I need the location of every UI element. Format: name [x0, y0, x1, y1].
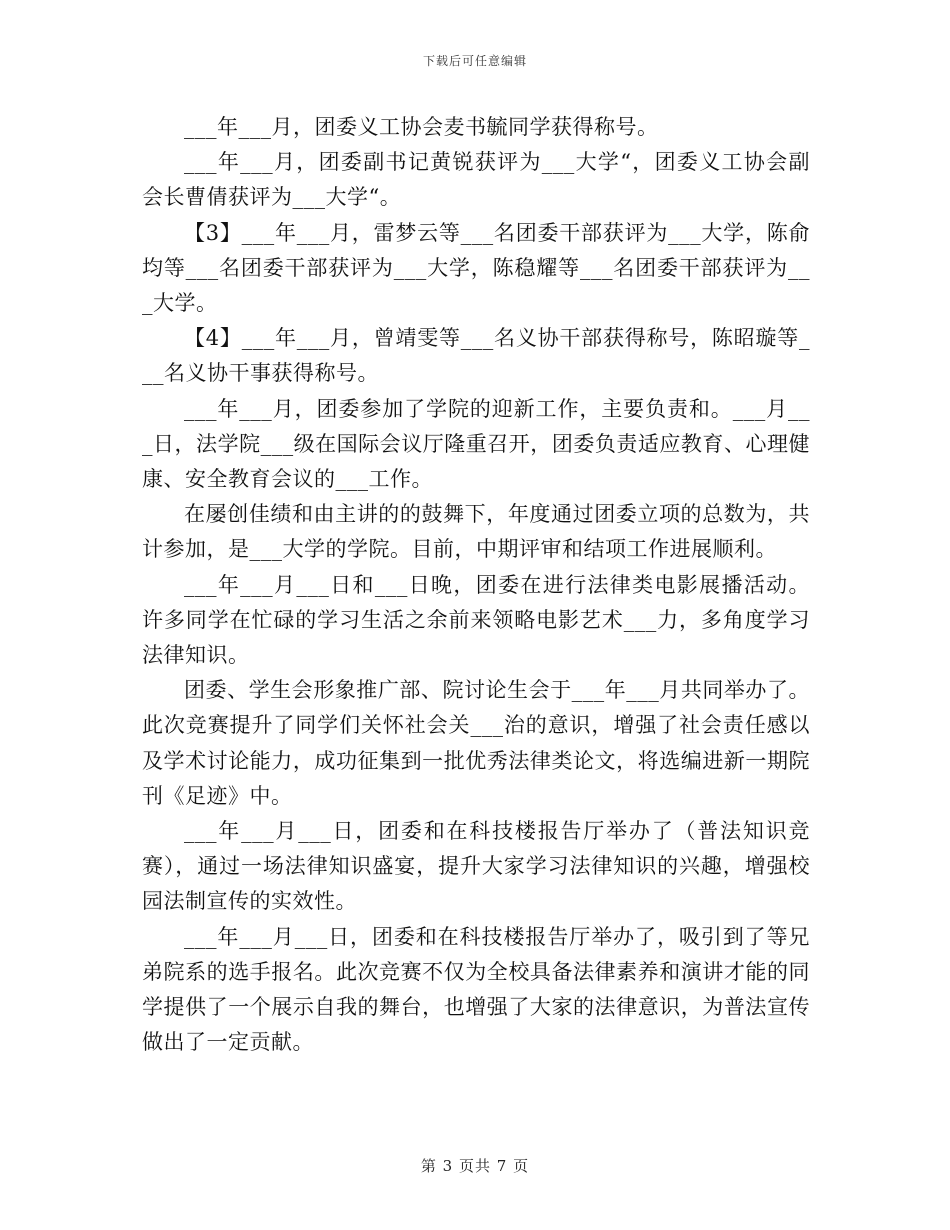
paragraph-5: ___年___月，团委参加了学院的迎新工作，主要负责和。___月___日，法学院___级在国际会议厅隆重召开，团委负责适应教育、心理健康、安全教育会议的___工作。 [142, 396, 810, 492]
paragraph-3: 【3】___年___月，雷梦云等___名团委干部获评为___大学，陈俞均等___名团委干部获评为___大学，陈稳耀等___名团委干部获评为___大学。 [142, 220, 810, 316]
page-header: 下载后可任意编辑 [422, 54, 527, 68]
paragraph-6: 在屡创佳绩和由主讲的的鼓舞下，年度通过团委立项的总数为，共计参加，是___大学的学院。目前，中期评审和结项工作进展顺利。 [142, 502, 810, 562]
paragraph-7: ___年___月___日和___日晚，团委在进行法律类电影展播活动。许多同学在忙碌的学习生活之余前来领略电影艺术___力，多角度学习法律知识。 [142, 572, 810, 668]
paragraph-10: ___年___月___日，团委和在科技楼报告厅举办了，吸引到了等兄弟院系的选手报名。此次竞赛不仅为全校具备法律素养和演讲才能的同学提供了一个展示自我的舞台，也增强了大家的法律意识，为普法宣传做出了一定贡献。 [142, 924, 810, 1055]
document-body [142, 110, 810, 1060]
paragraph-8: 团委、学生会形象推广部、院讨论生会于___年___月共同举办了。此次竞赛提升了同学们关怀社会关___治的意识，增强了社会责任感以及学术讨论能力，成功征集到一批优秀法律类论文，将选编进新一期院刊《足迹》中。 [142, 678, 810, 808]
page-number: 第 3 页共 7 页 [420, 1157, 530, 1175]
paragraph-9: ___年___月___日，团委和在科技楼报告厅举办了（普法知识竞赛），通过一场法律知识盛宴，提升大家学习法律知识的兴趣，增强校园法制宣传的实效性。 [142, 819, 810, 914]
paragraph-2: ___年___月，团委副书记黄锐获评为___大学“，团委义工协会副会长曹倩获评为___大学“。 [142, 150, 810, 210]
paragraph-4: 【4】___年___月，曾靖雯等___名义协干部获得称号，陈昭璇等___名义协干事获得称号。 [142, 326, 810, 386]
paragraph-1: ___年___月，团委义工协会麦书毓同学获得称号。 [184, 115, 659, 139]
